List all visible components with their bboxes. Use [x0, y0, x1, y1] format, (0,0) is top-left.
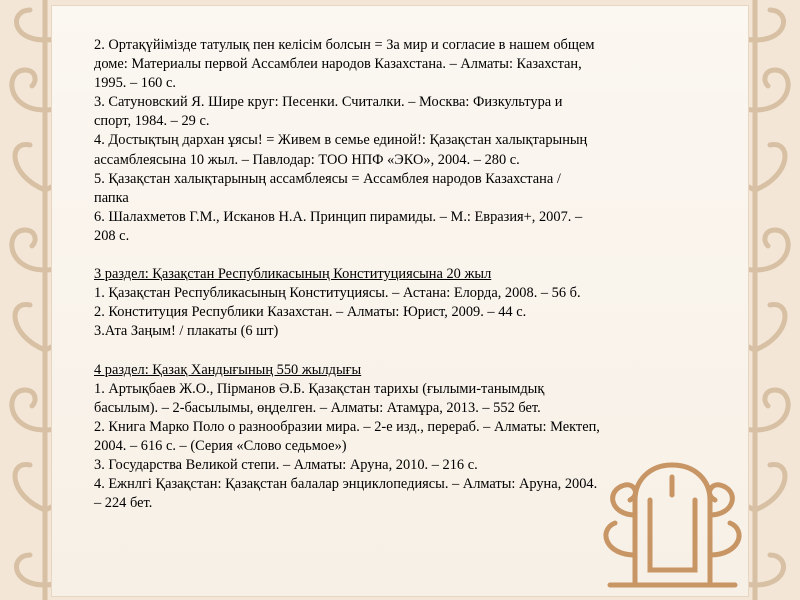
section3-item3: 3.Ата Заңым! / плакаты (6 шт) [94, 323, 279, 340]
section2-item2-line3: 1995. – 160 с. [94, 75, 176, 92]
section4-item3: 3. Государства Великой степи. – Алматы: Аруна, 2010. – 216 с. [94, 457, 478, 474]
section4-item1-line1: 1. Артықбаев Ж.О., Пірманов Ә.Б. Қазақстан тарихы (ғылыми-танымдық [94, 380, 545, 397]
section2-item2-line1: 2. Ортақүйімізде татулық пен келісім болсын = За мир и согласие в нашем общем [94, 37, 595, 53]
section2-item3-line2: спорт, 1984. – 29 с. [94, 113, 210, 130]
section4-heading: 4 раздел: Қазақ Хандығының 550 жылдығы [94, 361, 362, 378]
section2-item4-line2: ассамблеясына 10 жыл. – Павлодар: ТОО НПФ «ЭКО», 2004. – 280 с. [94, 151, 520, 168]
spacer [94, 342, 734, 361]
section4-item4-line1: 4. Ежнлгі Қазақстан: Қазақстан балалар энциклопедиясы. – Алматы: Аруна, 2004. [94, 476, 598, 493]
section4-item4-line2: – 224 бет. [94, 495, 153, 512]
section3-item2: 2. Конституция Республики Казахстан. – Алматы: Юрист, 2009. – 44 с. [94, 304, 527, 321]
section3-item1: 1. Қазақстан Республикасының Конституциясы. – Астана: Елорда, 2008. – 56 б. [94, 285, 581, 302]
section2-item5-line2: папка [94, 189, 129, 206]
section2-item4-line1: 4. Достықтың дархан ұясы! = Живем в семье единой!: Қазақстан халықтарының [94, 132, 588, 149]
section3-heading: 3 раздел: Қазақстан Республикасының Конституциясына 20 жыл [94, 266, 492, 283]
section4-item2-line2: 2004. – 616 с. – (Серия «Слово седьмое») [94, 437, 347, 454]
section2-item6-line1: 6. Шалахметов Г.М., Исканов Н.А. Принцип пирамиды. – М.: Евразия+, 2007. – [94, 208, 583, 225]
section2-item5-line1: 5. Қазақстан халықтарының ассамблеясы = Ассамблея народов Казахстана / [94, 170, 561, 187]
section2-item3-line1: 3. Сатуновский Я. Шире круг: Песенки. Считалки. – Москва: Физкультура и [94, 94, 563, 111]
section2-item2-line2: доме: Материалы первой Ассамблеи народов Казахстана. – Алматы: Казахстан, [94, 56, 582, 73]
bibliography-text [94, 36, 734, 513]
spacer [94, 246, 734, 265]
section4-item2-line1: 2. Книга Марко Поло о разнообразии мира. – 2-е изд., перераб. – Алматы: Мектеп, [94, 418, 600, 435]
section4-item1-line2: басылым). – 2-басылымы, өңделген. – Алматы: Атамұра, 2013. – 552 бет. [94, 399, 541, 416]
section2-item6-line2: 208 с. [94, 227, 130, 244]
